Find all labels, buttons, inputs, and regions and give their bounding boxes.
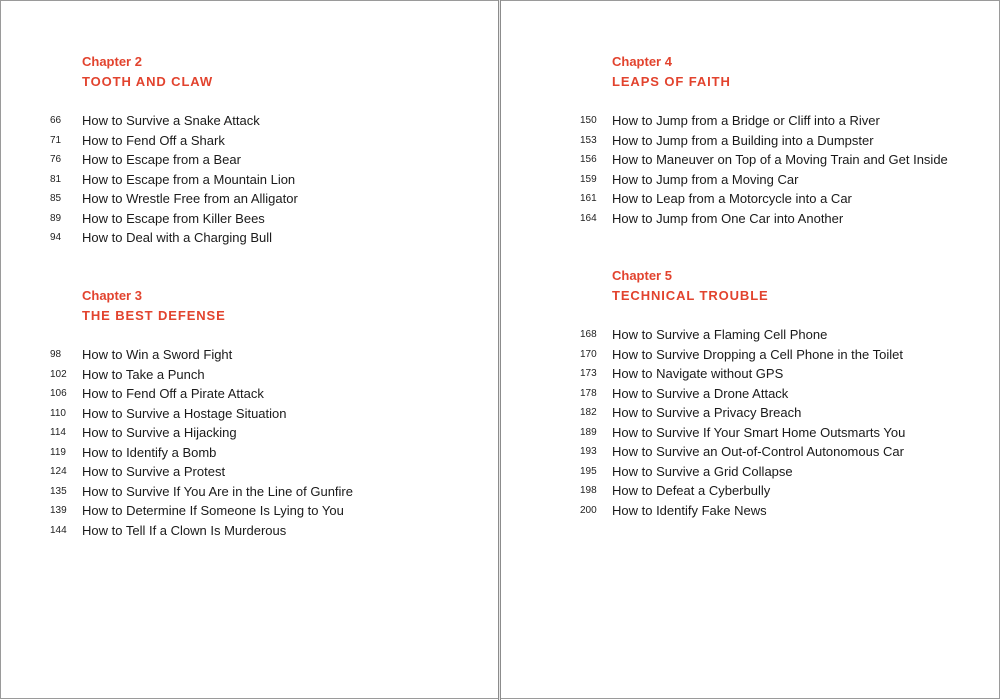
toc-entry-title: How to Survive an Out-of-Control Autonomous Car <box>612 444 904 460</box>
toc-entry <box>50 384 353 404</box>
toc-entry <box>580 189 948 209</box>
toc-entry <box>50 209 298 229</box>
toc-page-number: 198 <box>580 485 597 497</box>
toc-entry <box>580 345 905 365</box>
toc-entry-title: How to Identify Fake News <box>612 502 767 518</box>
toc-page-number: 153 <box>580 134 597 146</box>
toc-entry-title: How to Survive If You Are in the Line of Gunfire <box>82 483 353 499</box>
toc-entry-title: How to Survive a Protest <box>82 464 226 480</box>
toc-entry <box>50 150 298 170</box>
toc-entry-title: How to Survive Dropping a Cell Phone in the Toilet <box>612 346 903 362</box>
toc-entry <box>50 482 353 502</box>
toc-page-number: 76 <box>50 154 62 166</box>
toc-entry-title: How to Survive a Drone Attack <box>612 385 789 401</box>
chapter-title: TECHNICAL TROUBLE <box>612 288 769 303</box>
toc-page-number: 102 <box>50 368 67 380</box>
toc-entry-title: How to Jump from a Building into a Dumpster <box>612 132 874 148</box>
chapter-title: TOOTH AND CLAW <box>82 74 214 89</box>
toc-entry-title: How to Win a Sword Fight <box>82 347 233 363</box>
toc-page-number: 200 <box>580 504 597 516</box>
toc-entry <box>580 170 948 190</box>
toc-page-number: 89 <box>50 212 62 224</box>
toc-entry <box>50 501 353 521</box>
toc-entries <box>50 345 353 540</box>
toc-entry-title: How to Fend Off a Shark <box>82 132 225 148</box>
toc-entry-title: How to Escape from a Bear <box>82 152 241 168</box>
toc-entry <box>580 442 905 462</box>
chapter-title: THE BEST DEFENSE <box>82 308 226 323</box>
toc-page-number: 119 <box>50 446 66 458</box>
toc-page-number: 193 <box>580 446 597 458</box>
toc-entry <box>50 228 298 248</box>
toc-entry <box>50 462 353 482</box>
toc-page-number: 114 <box>50 427 66 439</box>
toc-entry <box>580 481 905 501</box>
toc-page-number: 195 <box>580 465 597 477</box>
toc-page-number: 178 <box>580 387 597 399</box>
toc-entry-title: How to Maneuver on Top of a Moving Train and Get Inside <box>612 152 948 168</box>
toc-entry-title: How to Identify a Bomb <box>82 444 217 460</box>
toc-page-number: 182 <box>580 407 597 419</box>
toc-entry <box>580 384 905 404</box>
toc-entry-title: How to Survive a Grid Collapse <box>612 463 793 479</box>
toc-page-number: 150 <box>580 115 597 127</box>
toc-entry-title: How to Fend Off a Pirate Attack <box>82 386 264 402</box>
toc-entries <box>50 111 298 248</box>
toc-entry-title: How to Escape from a Mountain Lion <box>82 171 296 187</box>
toc-entry-title: How to Survive a Snake Attack <box>82 113 260 129</box>
toc-entry <box>580 131 948 151</box>
toc-entry <box>580 325 905 345</box>
toc-page-number: 135 <box>50 485 67 497</box>
right-page <box>501 0 1000 699</box>
toc-entry <box>580 150 948 170</box>
toc-page-number: 159 <box>580 173 597 185</box>
toc-page-number: 139 <box>50 505 67 517</box>
toc-entry-title: How to Wrestle Free from an Alligator <box>82 191 298 207</box>
toc-page-number: 110 <box>50 407 66 419</box>
toc-entry-title: How to Escape from Killer Bees <box>82 210 265 226</box>
toc-page-number: 85 <box>50 193 62 205</box>
chapter-label: Chapter 5 <box>612 268 672 283</box>
toc-page-number: 124 <box>50 466 67 478</box>
toc-entry-title: How to Tell If a Clown Is Murderous <box>82 522 287 538</box>
toc-entry-title: How to Deal with a Charging Bull <box>82 230 273 246</box>
toc-page-number: 170 <box>580 348 597 360</box>
toc-entry <box>50 404 353 424</box>
toc-entry <box>50 345 353 365</box>
chapter-label: Chapter 3 <box>82 288 142 303</box>
toc-entry <box>580 364 905 384</box>
toc-entry-title: How to Jump from a Moving Car <box>612 171 799 187</box>
toc-page-number: 156 <box>580 154 597 166</box>
toc-entry <box>580 423 905 443</box>
toc-entry <box>580 462 905 482</box>
toc-entry-title: How to Survive a Hostage Situation <box>82 405 287 421</box>
chapter-3-section <box>50 286 353 540</box>
toc-page-number: 106 <box>50 388 67 400</box>
toc-page-number: 144 <box>50 524 67 536</box>
chapter-5-section <box>580 266 905 520</box>
chapter-2-section <box>50 52 298 248</box>
toc-entry-title: How to Survive a Privacy Breach <box>612 405 802 421</box>
toc-entry-title: How to Leap from a Motorcycle into a Car <box>612 191 852 207</box>
chapter-4-section <box>580 52 948 228</box>
toc-entry <box>50 170 298 190</box>
toc-entry <box>50 189 298 209</box>
toc-entry-title: How to Survive a Flaming Cell Phone <box>612 327 828 343</box>
toc-entry <box>50 111 298 131</box>
toc-entry <box>50 521 353 541</box>
toc-page-number: 189 <box>580 426 597 438</box>
toc-entry-title: How to Defeat a Cyberbully <box>612 483 771 499</box>
toc-entry <box>50 365 353 385</box>
toc-entry <box>50 131 298 151</box>
toc-entry <box>580 111 948 131</box>
toc-entry-title: How to Survive If Your Smart Home Outsmarts You <box>612 424 906 440</box>
toc-entry <box>580 403 905 423</box>
toc-entry-title: How to Jump from One Car into Another <box>612 210 844 226</box>
toc-page-number: 168 <box>580 329 597 341</box>
chapter-label: Chapter 2 <box>82 54 142 69</box>
chapter-label: Chapter 4 <box>612 54 672 69</box>
toc-entries <box>580 325 905 520</box>
toc-page-number: 94 <box>50 232 62 244</box>
toc-entry <box>580 501 905 521</box>
toc-page-number: 66 <box>50 115 62 127</box>
left-page <box>0 0 498 699</box>
toc-page-number: 81 <box>50 173 62 185</box>
toc-entry <box>50 443 353 463</box>
toc-entry <box>580 209 948 229</box>
toc-page-number: 71 <box>50 134 62 146</box>
toc-page-number: 164 <box>580 212 597 224</box>
toc-entry-title: How to Survive a Hijacking <box>82 425 237 441</box>
toc-entry-title: How to Determine If Someone Is Lying to You <box>82 503 344 519</box>
toc-entry-title: How to Jump from a Bridge or Cliff into a River <box>612 113 880 129</box>
chapter-title: LEAPS OF FAITH <box>612 74 731 89</box>
toc-entry-title: How to Take a Punch <box>82 366 205 382</box>
toc-entry <box>50 423 353 443</box>
toc-entry-title: How to Navigate without GPS <box>612 366 784 382</box>
toc-entries <box>580 111 948 228</box>
toc-page-number: 98 <box>50 349 62 361</box>
toc-page-number: 173 <box>580 368 597 380</box>
toc-page-number: 161 <box>580 193 597 205</box>
